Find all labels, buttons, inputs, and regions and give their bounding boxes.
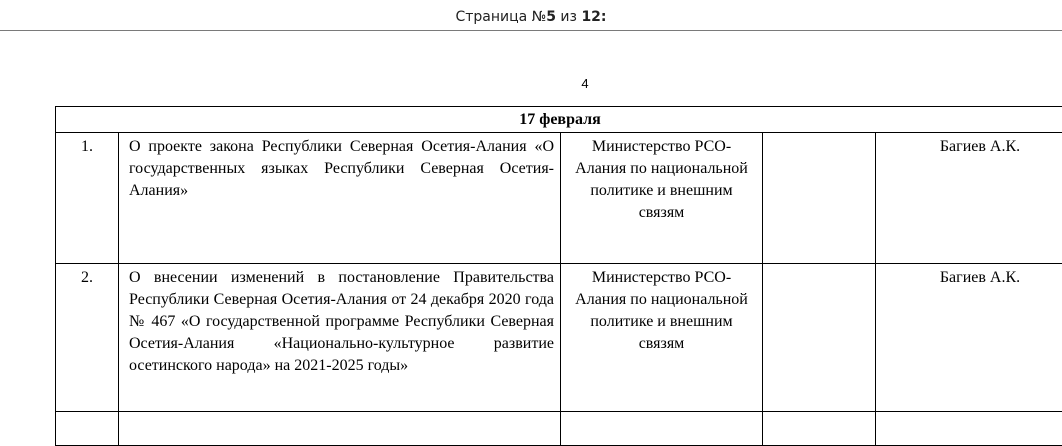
row-title: О проекте закона Республики Северная Осетия-Алания «О государственных языках Республики Северная Осетия-Алания» — [119, 133, 560, 202]
table-row — [56, 133, 1062, 264]
page-number: 4 — [0, 76, 1062, 91]
header-divider — [0, 30, 1062, 31]
table-row — [56, 264, 1062, 412]
row-responsible: Министерство РСО-Алания по национальной политике и внешним связям — [561, 133, 762, 224]
page-counter — [0, 0, 1062, 30]
page-counter-suffix: : — [601, 9, 607, 25]
date-row — [56, 107, 1062, 133]
row-number: 1. — [56, 133, 119, 264]
page-counter-sep: из — [556, 9, 581, 25]
page-counter-current: 5 — [546, 9, 556, 25]
row-person: Багиев А.К. — [876, 133, 1062, 158]
row-person: Багиев А.К. — [876, 264, 1062, 289]
row-empty-cell — [763, 264, 876, 412]
row-title: О внесении изменений в постановление Правительства Республики Северная Осетия-Алания от 24 декабря 2020 года № 467 «О государственной программе Республики Северная Осетия-Алания «Национально-культурное развитие осетинского народа» на 2021-2025 годы» — [119, 264, 560, 377]
date-heading: 17 февраля — [56, 107, 1062, 133]
table-row-cut-off — [56, 412, 1062, 446]
page-counter-total: 12 — [581, 9, 600, 25]
row-responsible: Министерство РСО-Алания по национальной политике и внешним связям — [561, 264, 762, 355]
row-empty-cell — [763, 133, 876, 264]
agenda-table — [55, 106, 1062, 446]
row-number: 2. — [56, 264, 119, 412]
page-counter-prefix: Страница № — [455, 9, 546, 25]
